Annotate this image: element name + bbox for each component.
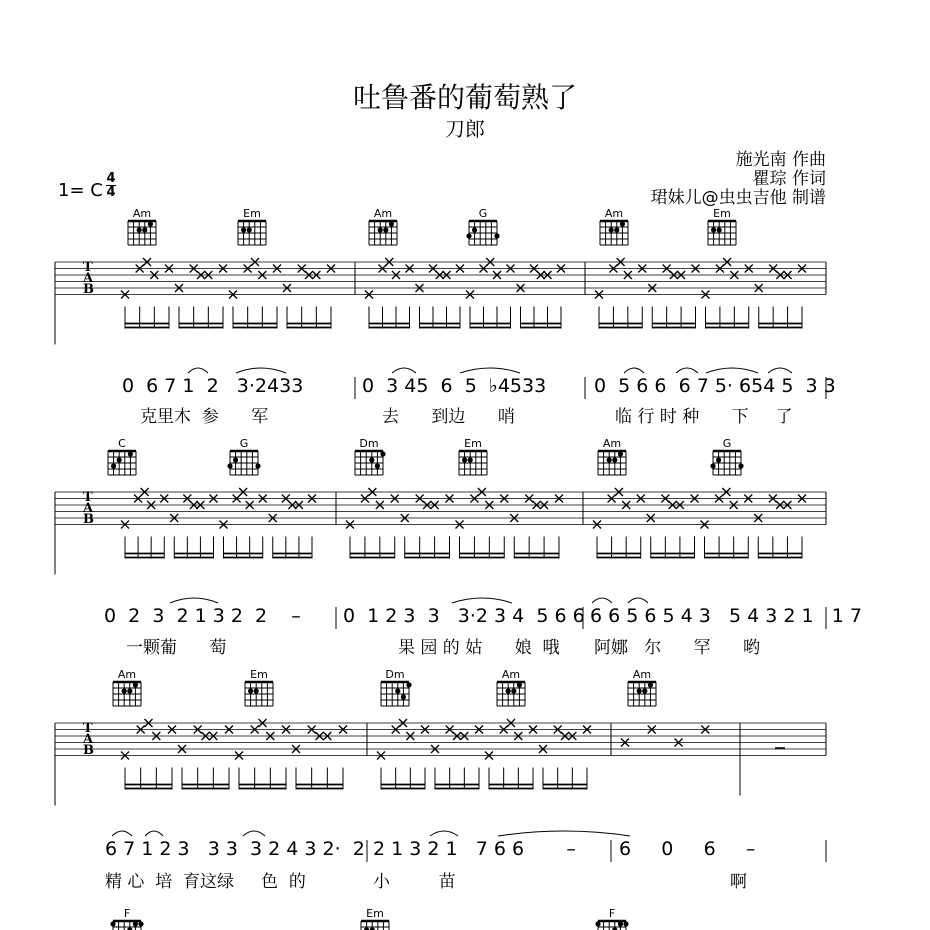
- chord-name: Em: [366, 907, 384, 920]
- numbered-notation: 6 7 1 2 3 3 3 3 2 4 3 2· 2: [105, 838, 365, 860]
- tab-letter: T: [83, 721, 93, 736]
- chord-dot: [612, 457, 617, 462]
- chord-dot: [618, 451, 623, 456]
- numbered-notation: 2 1 3 2 1 7 6 6 –: [373, 838, 576, 860]
- chord-dot: [389, 221, 394, 226]
- chord-dot: [623, 921, 628, 926]
- numbered-notation: 0 6 7 1 2 3·2433: [122, 375, 304, 397]
- chord-dot: [380, 451, 385, 456]
- chord-dot: [401, 694, 406, 699]
- chord-name: Em: [243, 207, 261, 220]
- chord-name: C: [118, 437, 126, 450]
- chord-dot: [517, 682, 522, 687]
- tie-arc: [628, 598, 648, 603]
- numbered-notation: 6 0 6 –: [619, 838, 756, 860]
- lyric-line: 果 园 的 姑 娘 哦: [398, 638, 560, 658]
- chord-name: F: [608, 907, 616, 920]
- chord-name: Em: [250, 668, 268, 681]
- tie-arc: [460, 368, 520, 373]
- tab-letter: A: [83, 501, 94, 516]
- chord-name: Em: [713, 207, 731, 220]
- chord-dot: [462, 457, 467, 462]
- chord-dot: [137, 227, 142, 232]
- lyric-line: 一颗葡 萄: [126, 638, 227, 658]
- time-signature-top: 4: [106, 171, 116, 186]
- chord-dot: [148, 221, 153, 226]
- chord-dot: [406, 682, 411, 687]
- chord-dot: [472, 227, 477, 232]
- chord-name: Dm: [359, 437, 379, 450]
- chord-dot: [716, 457, 721, 462]
- time-signature-bottom: 4: [106, 185, 116, 200]
- lyric-line: 啊: [730, 872, 747, 892]
- chord-dot: [607, 457, 612, 462]
- lyric-line: 小 苗: [373, 872, 456, 892]
- tie-arc: [236, 368, 286, 373]
- tie-arc: [452, 598, 512, 603]
- tie-arc: [706, 368, 758, 373]
- chord-name: Am: [602, 437, 622, 450]
- chord-dot: [254, 688, 259, 693]
- chord-name: G: [239, 437, 249, 450]
- chord-dot: [468, 457, 473, 462]
- tab-letter: B: [83, 512, 94, 527]
- chord-dot: [138, 921, 143, 926]
- chord-name: Am: [132, 207, 152, 220]
- chord-name: Am: [604, 207, 624, 220]
- chord-dot: [127, 688, 132, 693]
- chord-dot: [227, 463, 232, 468]
- chord-dot: [466, 233, 471, 238]
- tie-arc: [768, 368, 792, 373]
- lyric-line: 阿娜 尔 罕 哟: [594, 638, 761, 658]
- chord-name: Am: [373, 207, 393, 220]
- chord-dot: [642, 688, 647, 693]
- chord-name: G: [478, 207, 488, 220]
- chord-dot: [142, 227, 147, 232]
- tie-arc: [145, 831, 163, 836]
- chord-dot: [614, 227, 619, 232]
- chord-name: F: [123, 907, 131, 920]
- chord-dot: [369, 457, 374, 462]
- tab-letter: B: [83, 282, 94, 297]
- chord-dot: [378, 227, 383, 232]
- numbered-notation: 0 3 45 6 5 ♭4533: [362, 375, 547, 397]
- chord-dot: [637, 688, 642, 693]
- tab-letter: B: [83, 743, 94, 758]
- chord-dot: [648, 682, 653, 687]
- tie-arc: [243, 831, 265, 836]
- chord-dot: [233, 457, 238, 462]
- chord-dot: [241, 227, 246, 232]
- tab-letter: T: [83, 260, 93, 275]
- chord-dot: [511, 688, 516, 693]
- tie-arc: [170, 598, 218, 603]
- chord-dot: [133, 921, 138, 926]
- song-title: 吐鲁番的葡萄熟了: [352, 81, 577, 114]
- chord-dot: [595, 921, 600, 926]
- singer-name: 刀郎: [445, 117, 485, 141]
- tie-arc: [188, 368, 208, 373]
- chord-name: Dm: [385, 668, 405, 681]
- chord-dot: [133, 682, 138, 687]
- lyric-line: 精 心 培 育这绿 色 的: [105, 872, 306, 892]
- chord-dot: [248, 688, 253, 693]
- transcriber-credit: 珺妹儿@虫虫吉他 制谱: [650, 188, 826, 208]
- tie-arc: [592, 598, 612, 603]
- chord-dot: [110, 921, 115, 926]
- tie-arc: [392, 368, 416, 373]
- lyricist-credit: 瞿琮 作词: [752, 169, 826, 189]
- tie-arc: [676, 368, 698, 373]
- chord-name: Am: [117, 668, 137, 681]
- key-signature: 1= C: [58, 180, 103, 201]
- chord-dot: [111, 463, 116, 468]
- tie-arc: [112, 831, 132, 836]
- chord-dot: [117, 457, 122, 462]
- chord-dot: [383, 227, 388, 232]
- tie-arc: [624, 368, 644, 373]
- chord-dot: [738, 463, 743, 468]
- chord-dot: [717, 227, 722, 232]
- tie-arc: [498, 831, 630, 836]
- chord-dot: [618, 921, 623, 926]
- chord-dot: [395, 688, 400, 693]
- chord-name: Am: [632, 668, 652, 681]
- chord-dot: [620, 221, 625, 226]
- chord-dot: [494, 233, 499, 238]
- tab-letter: T: [83, 490, 93, 505]
- tie-arc: [430, 831, 458, 836]
- chord-dot: [711, 227, 716, 232]
- numbered-notation: 0 2 3 2 1 3 2 2 –: [104, 605, 301, 627]
- numbered-notation: 6 6 5 6 5 4 3 5 4 3 2 1 1 7: [590, 605, 862, 627]
- chord-dot: [506, 688, 511, 693]
- composer-credit: 施光南 作曲: [735, 150, 826, 170]
- chord-name: Em: [464, 437, 482, 450]
- lyric-line: 临 行 时 种 下 了: [615, 407, 793, 427]
- chord-dot: [122, 688, 127, 693]
- chord-dot: [247, 227, 252, 232]
- tab-letter: A: [83, 271, 94, 286]
- chord-name: G: [722, 437, 732, 450]
- tab-letter: A: [83, 732, 94, 747]
- lyric-line: 克里木 参 军: [140, 407, 269, 427]
- lyric-line: 去 到边 哨: [382, 407, 515, 427]
- numbered-notation: 0 5 6 6 6 7 5· 654 5 3 3: [594, 375, 836, 397]
- chord-dot: [255, 463, 260, 468]
- chord-dot: [375, 463, 380, 468]
- chord-name: Am: [501, 668, 521, 681]
- numbered-notation: 0 1 2 3 3 3·2 3 4 5 6 6: [343, 605, 585, 627]
- chord-dot: [609, 227, 614, 232]
- chord-dot: [710, 463, 715, 468]
- chord-dot: [128, 451, 133, 456]
